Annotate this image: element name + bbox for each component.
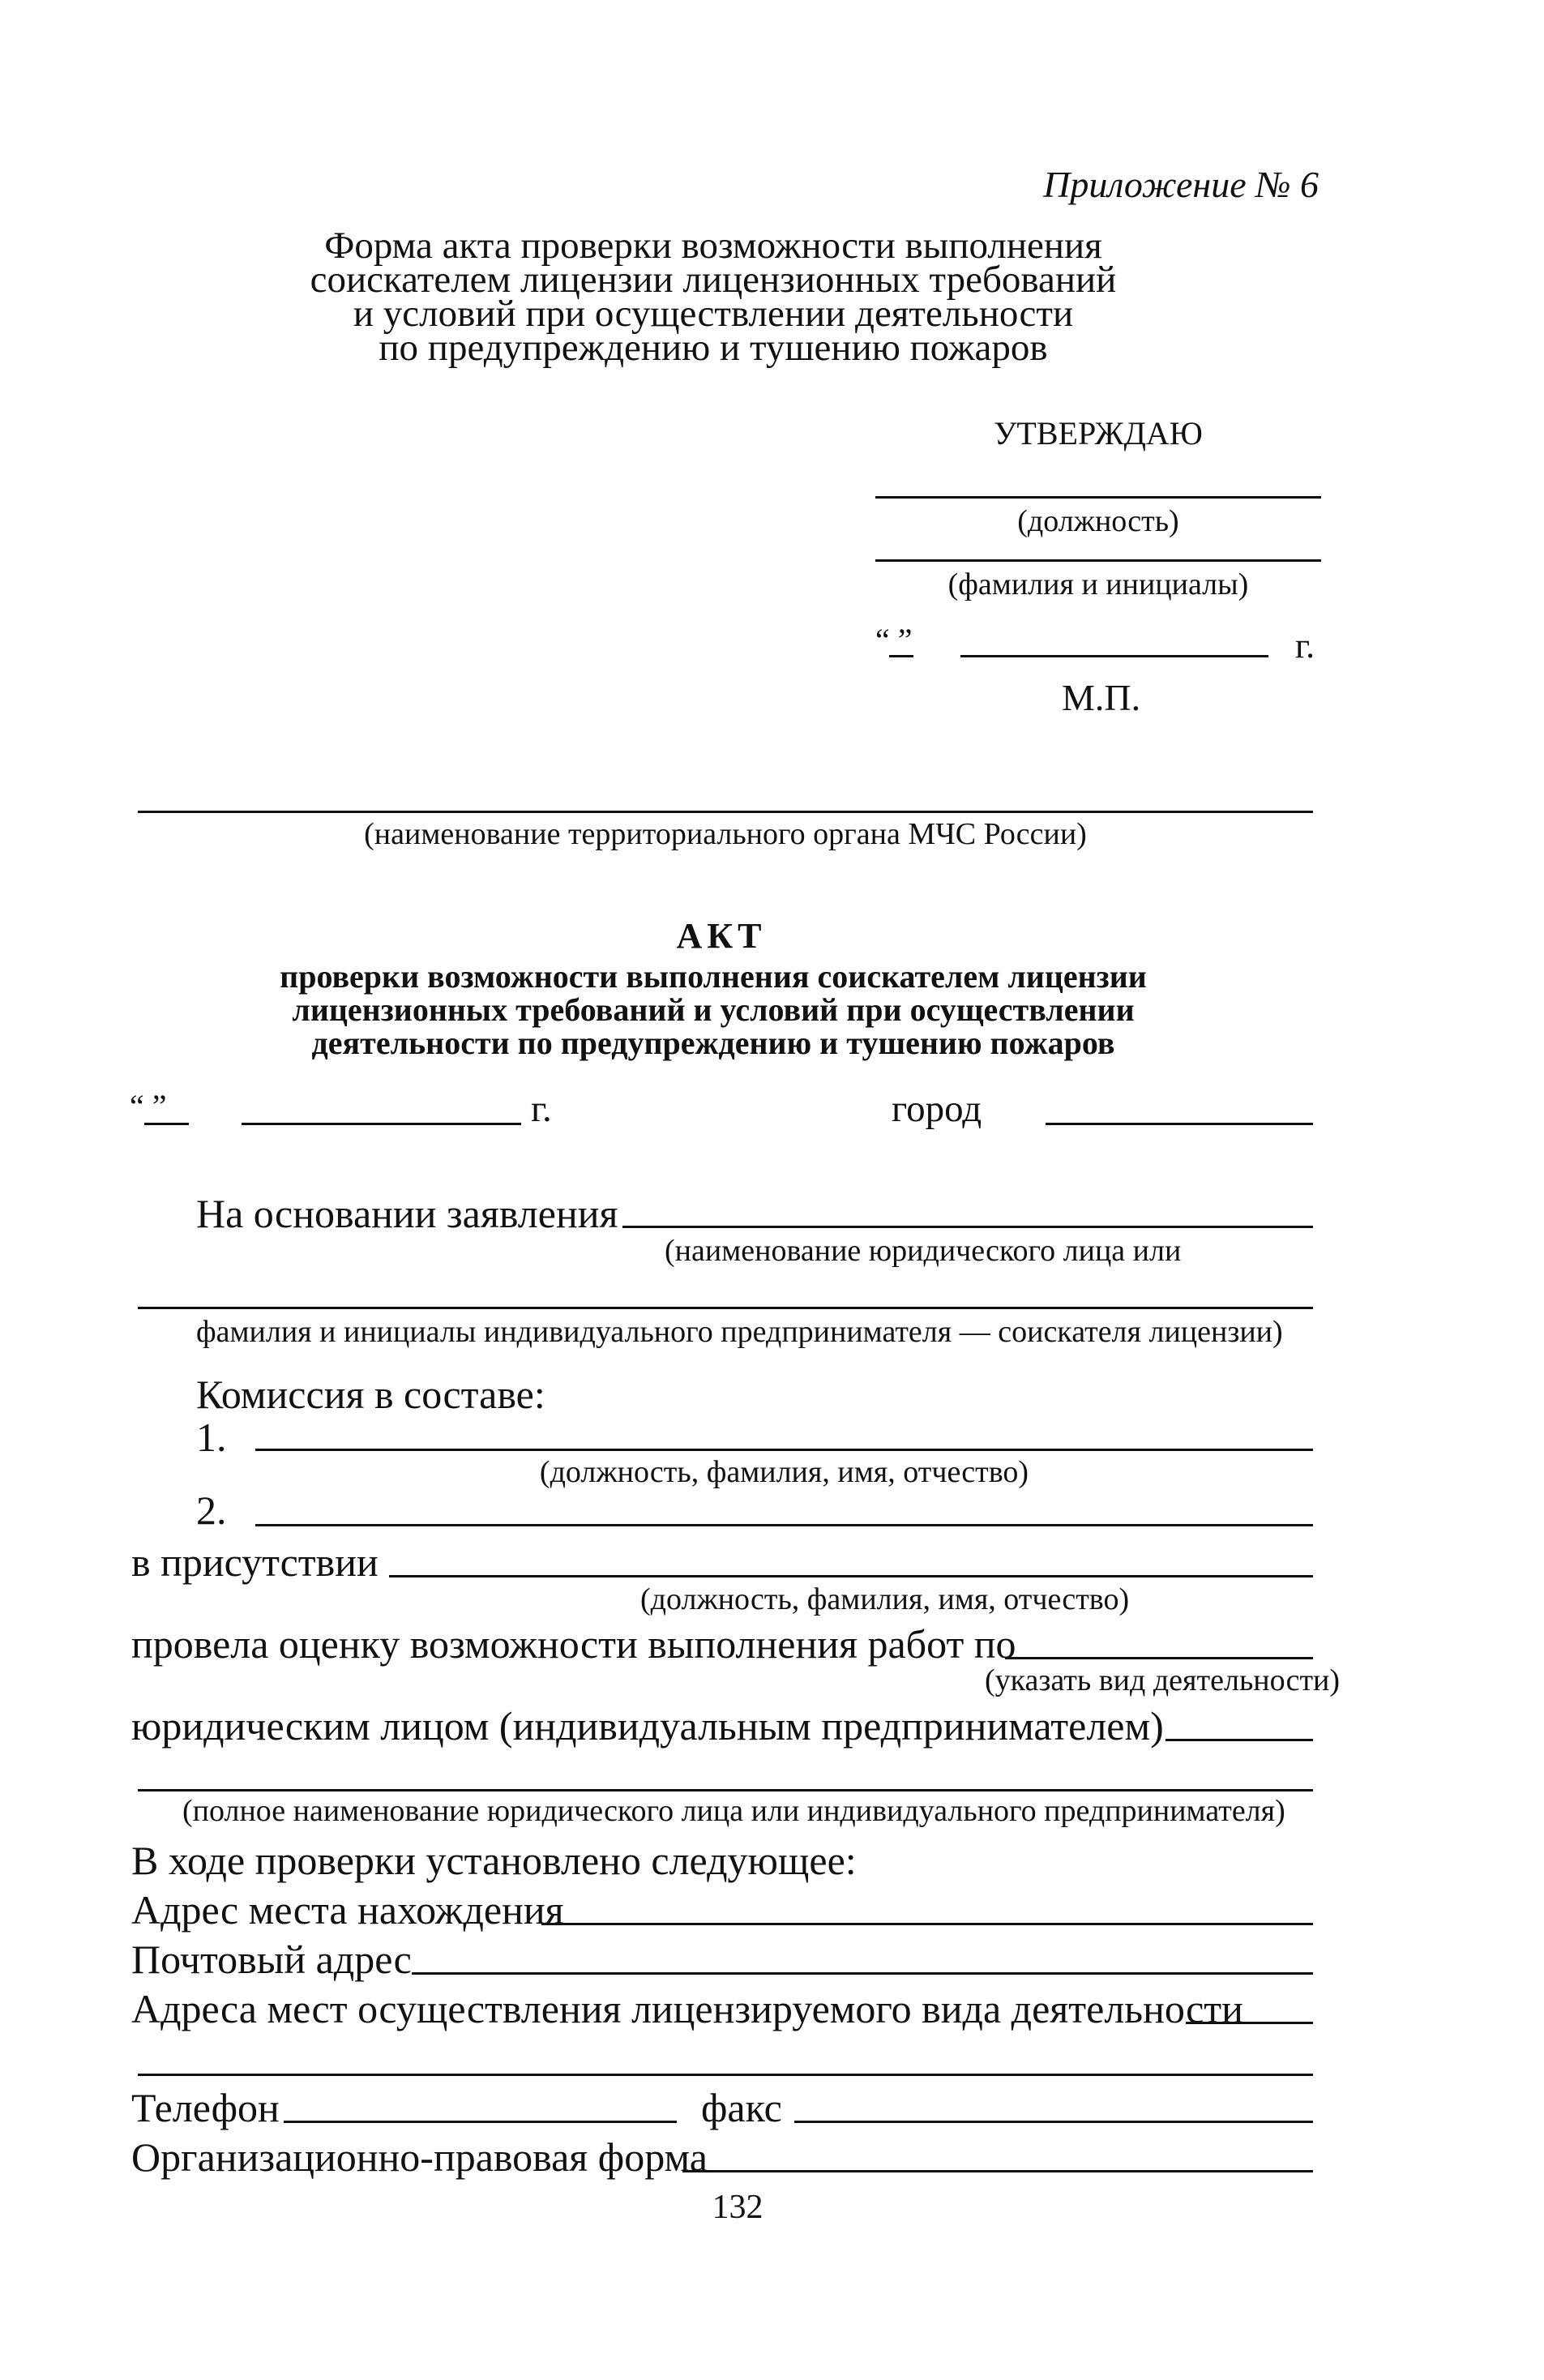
commission-item-1-caption: (должность, фамилия, имя, отчество): [539, 1455, 1029, 1489]
entity-field-2[interactable]: [138, 1789, 1313, 1791]
position-caption: (должность): [1017, 504, 1179, 538]
entity-field[interactable]: [1165, 1739, 1313, 1741]
presence-label: в присутствии: [131, 1539, 379, 1585]
act-date-quote: “ ”: [130, 1088, 167, 1124]
form-title-line-3: и условий при осуществлении деятельности: [353, 293, 1074, 335]
findings-heading: В ходе проверки установлено следующее:: [131, 1838, 857, 1883]
entity-label: юридическим лицом (индивидуальным предпринимателем): [131, 1703, 1164, 1749]
activity-address-field-2[interactable]: [138, 2074, 1313, 2076]
city-field[interactable]: [1046, 1123, 1313, 1125]
phone-label: Телефон: [131, 2085, 280, 2130]
presence-field[interactable]: [389, 1575, 1313, 1577]
approval-heading: УТВЕРЖДАЮ: [994, 415, 1203, 452]
basis-caption-1: (наименование юридического лица или: [665, 1234, 1182, 1268]
name-caption: (фамилия и инициалы): [947, 567, 1249, 601]
act-subtitle-line-1: проверки возможности выполнения соискателем лицензии: [280, 958, 1147, 995]
city-label: город: [892, 1088, 982, 1130]
form-title-line-1: Форма акта проверки возможности выполнения: [324, 225, 1102, 267]
address-field[interactable]: [541, 1923, 1313, 1925]
fax-field[interactable]: [794, 2121, 1313, 2123]
activity-address-label: Адреса мест осуществления лицензируемого вида деятельности: [131, 1986, 1243, 2031]
approval-month-field[interactable]: [960, 655, 1268, 657]
page-number: 132: [712, 2189, 763, 2226]
fax-label: факс: [701, 2085, 782, 2130]
act-subtitle-line-2: лицензионных требований и условий при осуществлении: [292, 991, 1135, 1028]
act-subtitle-line-3: деятельности по предупреждению и тушению пожаров: [311, 1025, 1115, 1061]
appendix-label: Приложение № 6: [1043, 164, 1319, 205]
authority-field[interactable]: [138, 811, 1313, 813]
act-year-suffix: г.: [531, 1088, 552, 1130]
name-field[interactable]: [875, 559, 1321, 562]
presence-caption: (должность, фамилия, имя, отчество): [640, 1582, 1130, 1616]
basis-label: На основании заявления: [196, 1191, 618, 1236]
postal-field[interactable]: [412, 1972, 1313, 1975]
act-month-field[interactable]: [242, 1123, 521, 1125]
stamp-label: М.П.: [1062, 677, 1141, 718]
basis-field-2[interactable]: [138, 1307, 1313, 1309]
commission-label: Комиссия в составе:: [196, 1372, 545, 1417]
basis-caption-2: фамилия и инициалы индивидуального предпринимателя — соискателя лицензии): [196, 1315, 1283, 1349]
basis-field[interactable]: [622, 1226, 1313, 1228]
legal-form-label: Организационно-правовая форма: [131, 2134, 708, 2180]
act-title: АКТ: [676, 916, 767, 956]
activity-address-field[interactable]: [1186, 2022, 1313, 2024]
postal-label: Почтовый адрес: [131, 1937, 412, 1982]
commission-item-1-field[interactable]: [255, 1449, 1313, 1451]
approval-year-suffix: г.: [1295, 626, 1315, 666]
commission-item-2-field[interactable]: [255, 1524, 1313, 1526]
assessment-label: провела оценку возможности выполнения работ по: [131, 1621, 1016, 1667]
position-field[interactable]: [875, 496, 1321, 499]
assessment-field[interactable]: [1005, 1657, 1313, 1659]
act-day-field[interactable]: [144, 1123, 189, 1125]
approval-day-field[interactable]: [889, 655, 913, 657]
entity-caption: (полное наименование юридического лица или индивидуального предпринимателя): [182, 1794, 1285, 1828]
form-title-line-2: соискателем лицензии лицензионных требований: [310, 259, 1117, 301]
legal-form-field[interactable]: [682, 2170, 1313, 2172]
assessment-caption: (указать вид деятельности): [985, 1663, 1341, 1697]
form-title-line-4: по предупреждению и тушению пожаров: [379, 327, 1048, 369]
commission-item-2-number: 2.: [196, 1488, 227, 1533]
address-label: Адрес места нахождения: [131, 1887, 564, 1933]
commission-item-1-number: 1.: [196, 1415, 227, 1460]
approval-date-quote: “ ”: [875, 622, 913, 658]
authority-caption: (наименование территориального органа МЧС России): [364, 817, 1087, 851]
phone-field[interactable]: [284, 2121, 677, 2123]
